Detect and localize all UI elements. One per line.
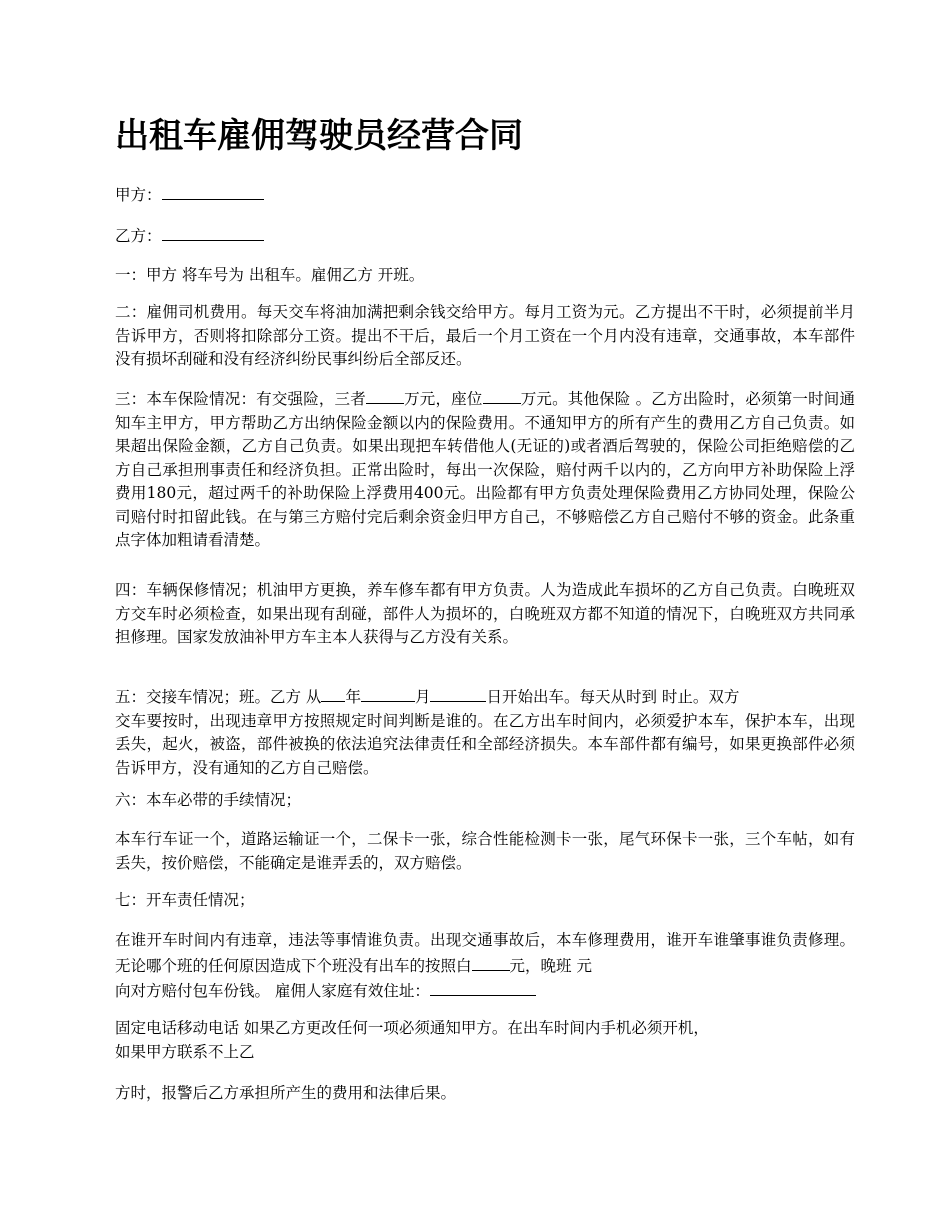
- section-7-body: [115, 929, 855, 1004]
- section-3-part-c: 万元。其他保险 。乙方出险时，必须第一时间通知车主甲方，甲方帮助乙方出纳保险金额以内的保险费用。不通知甲方的所有产生的费用乙方自己负责。如果超出保险金额，乙方自己负责。如果出现把车转借他人(无证的)或者酒后驾驶的，保险公司拒绝赔偿的乙方自己承担刑事责任和经济负担。正常出险时，每出一次保险，赔付两千以内的，乙方向甲方补助保险上浮费用180元，超过两千的补助保险上浮费用400元。出险都有甲方负责处理保险费用乙方协同处理，保险公司赔付时扣留此钱。在与第三方赔付完后剩余资金归甲方自己，不够赔偿乙方自己赔付不够的资金。此条重点字体加粗请看清楚。: [115, 390, 855, 549]
- year-blank: [321, 684, 345, 702]
- section-8-part-a: 固定电话移动电话 如果乙方更改任何一项必须通知甲方。在出车时间内手机必须开机，: [115, 1019, 709, 1037]
- party-b-blank: [162, 223, 264, 241]
- party-a-line: [115, 182, 855, 208]
- section-5-part-d: 日开始出车。每天从时到 时止。双方: [486, 688, 740, 706]
- address-blank: [430, 978, 536, 996]
- seat-amount-blank: [483, 386, 521, 404]
- party-a-label: 甲方：: [115, 186, 162, 204]
- section-7-heading: 七：开车责任情况；: [115, 891, 255, 909]
- section-2: 二：雇佣司机费用。每天交车将油加满把剩余钱交给甲方。每月工资为元。乙方提出不干时，必须提前半月告诉甲方，否则将扣除部分工资。提出不干后，最后一个月工资在一个月内没有违章，交通事故，本车部件没有损坏刮碰和没有经济纠纷民事纠纷后全部反还。: [115, 303, 855, 368]
- section-5-part-e: 交车要按时，出现违章甲方按照规定时间判断是谁的。在乙方出车时间内，必须爱护本车，保护本车，出现丢失，起火，被盗，部件被换的依法追究法律责任和全部经济损失。本车部件都有编号，如果更换部件必须告诉甲方，没有通知的乙方自己赔偿。: [115, 711, 855, 777]
- party-b-label: 乙方：: [115, 227, 162, 245]
- third-party-amount-blank: [366, 386, 404, 404]
- party-b-line: [115, 223, 855, 249]
- document-title: 出租车雇佣驾驶员经营合同: [115, 116, 523, 156]
- section-3-part-b: 万元，座位: [403, 390, 483, 408]
- party-a-blank: [162, 182, 264, 200]
- section-5-month: 月: [414, 688, 431, 706]
- section-7-part-a: 在谁开车时间内有违章，违法等事情谁负责。出现交通事故后，本车修理费用，谁开车谁肇事谁负责修理。无论哪个班的任何原因造成下个班没有出车的按照白: [115, 931, 855, 975]
- section-5-year: 年: [345, 688, 361, 706]
- section-1: 一：甲方 将车号为 出租车。雇佣乙方 开班。: [115, 266, 425, 284]
- section-9: 方时，报警后乙方承担所产生的费用和法律后果。: [115, 1084, 457, 1102]
- section-8: [115, 1017, 855, 1064]
- day-blank: [430, 684, 486, 702]
- section-6-body: 本车行车证一个，道路运输证一个，二保卡一张，综合性能检测卡一张，尾气环保卡一张，三个车帖，如有丢失，按价赔偿，不能确定是谁弄丢的，双方赔偿。: [115, 830, 855, 872]
- month-blank: [361, 684, 415, 702]
- section-4: 四：车辆保修情况；机油甲方更换，养车修车都有甲方负责。人为造成此车损坏的乙方自己负责。白晚班双方交车时必须检查，如果出现有刮碰，部件人为损坏的，白晚班双方都不知道的情况下，白晚班双方共同承担修理。国家发放油补甲方车主本人获得与乙方没有关系。: [115, 581, 855, 646]
- section-8-part-b: 如果甲方联系不上乙: [115, 1042, 255, 1061]
- section-5-part-a: 五：交接车情况；班。乙方 从: [115, 688, 322, 706]
- section-3-part-a: 三：本车保险情况：有交强险，三者: [115, 390, 366, 408]
- day-shift-amount-blank: [472, 953, 510, 971]
- section-5: [115, 684, 855, 780]
- section-7-part-b: 元，晚班 元: [509, 956, 592, 975]
- section-3: [115, 386, 855, 553]
- section-6-heading: 六：本车必带的手续情况；: [115, 791, 302, 809]
- section-7-part-c: 向对方赔付包车份钱。 雇佣人家庭有效住址：: [115, 982, 430, 1000]
